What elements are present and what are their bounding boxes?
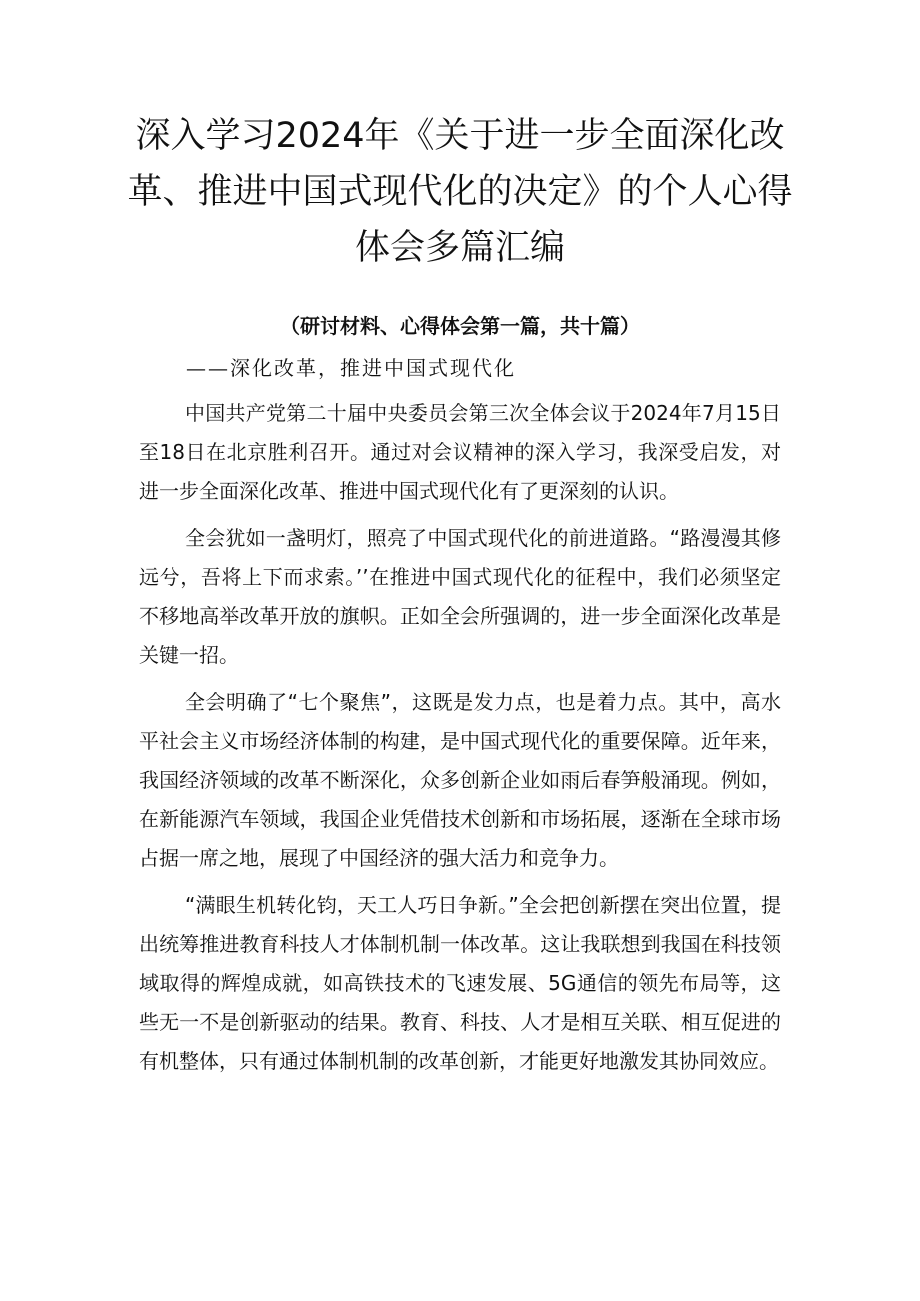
document-body [139, 394, 781, 1089]
paragraph: 中国共产党第二十届中央委员会第三次全体会议于2024年7月15日至18日在北京胜利召开。通过对会议精神的深入学习，我深受启发，对进一步全面深化改革、推进中国式现代化有了更深刻的认识。 [139, 401, 781, 503]
paragraph: 全会犹如一盏明灯，照亮了中国式现代化的前进道路。“路漫漫其修远兮，吾将上下而求索。’’在推进中国式现代化的征程中，我们必须坚定不移地高举改革开放的旗帜。正如全会所强调的，进一步全面深化改革是关键一招。 [139, 526, 781, 667]
document-byline: ——深化改革，推进中国式现代化 [186, 356, 516, 380]
paragraph: “满眼生机转化钧，天工人巧日争新。”全会把创新摆在突出位置，提出统筹推进教育科技人才体制机制一体改革。这让我联想到我国在科技领域取得的辉煌成就，如高铁技术的飞速发展、5G通信的领先布局等，这些无一不是创新驱动的结果。教育、科技、人才是相互关联、相互促进的有机整体，只有通过体制机制的改革创新，才能更好地激发其协同效应。 [139, 893, 781, 1073]
document-subtitle: （研讨材料、心得体会第一篇，共十篇） [280, 314, 640, 338]
document-title: 深入学习2024年《关于进一步全面深化改革、推进中国式现代化的决定》的个人心得体会多篇汇编 [127, 116, 793, 268]
paragraph: 全会明确了“七个聚焦”，这既是发力点，也是着力点。其中，高水平社会主义市场经济体制的构建，是中国式现代化的重要保障。近年来，我国经济领域的改革不断深化，众多创新企业如雨后春笋般涌现。例如，在新能源汽车领域，我国企业凭借技术创新和市场拓展，逐渐在全球市场占据一席之地，展现了中国经济的强大活力和竞争力。 [139, 690, 781, 870]
